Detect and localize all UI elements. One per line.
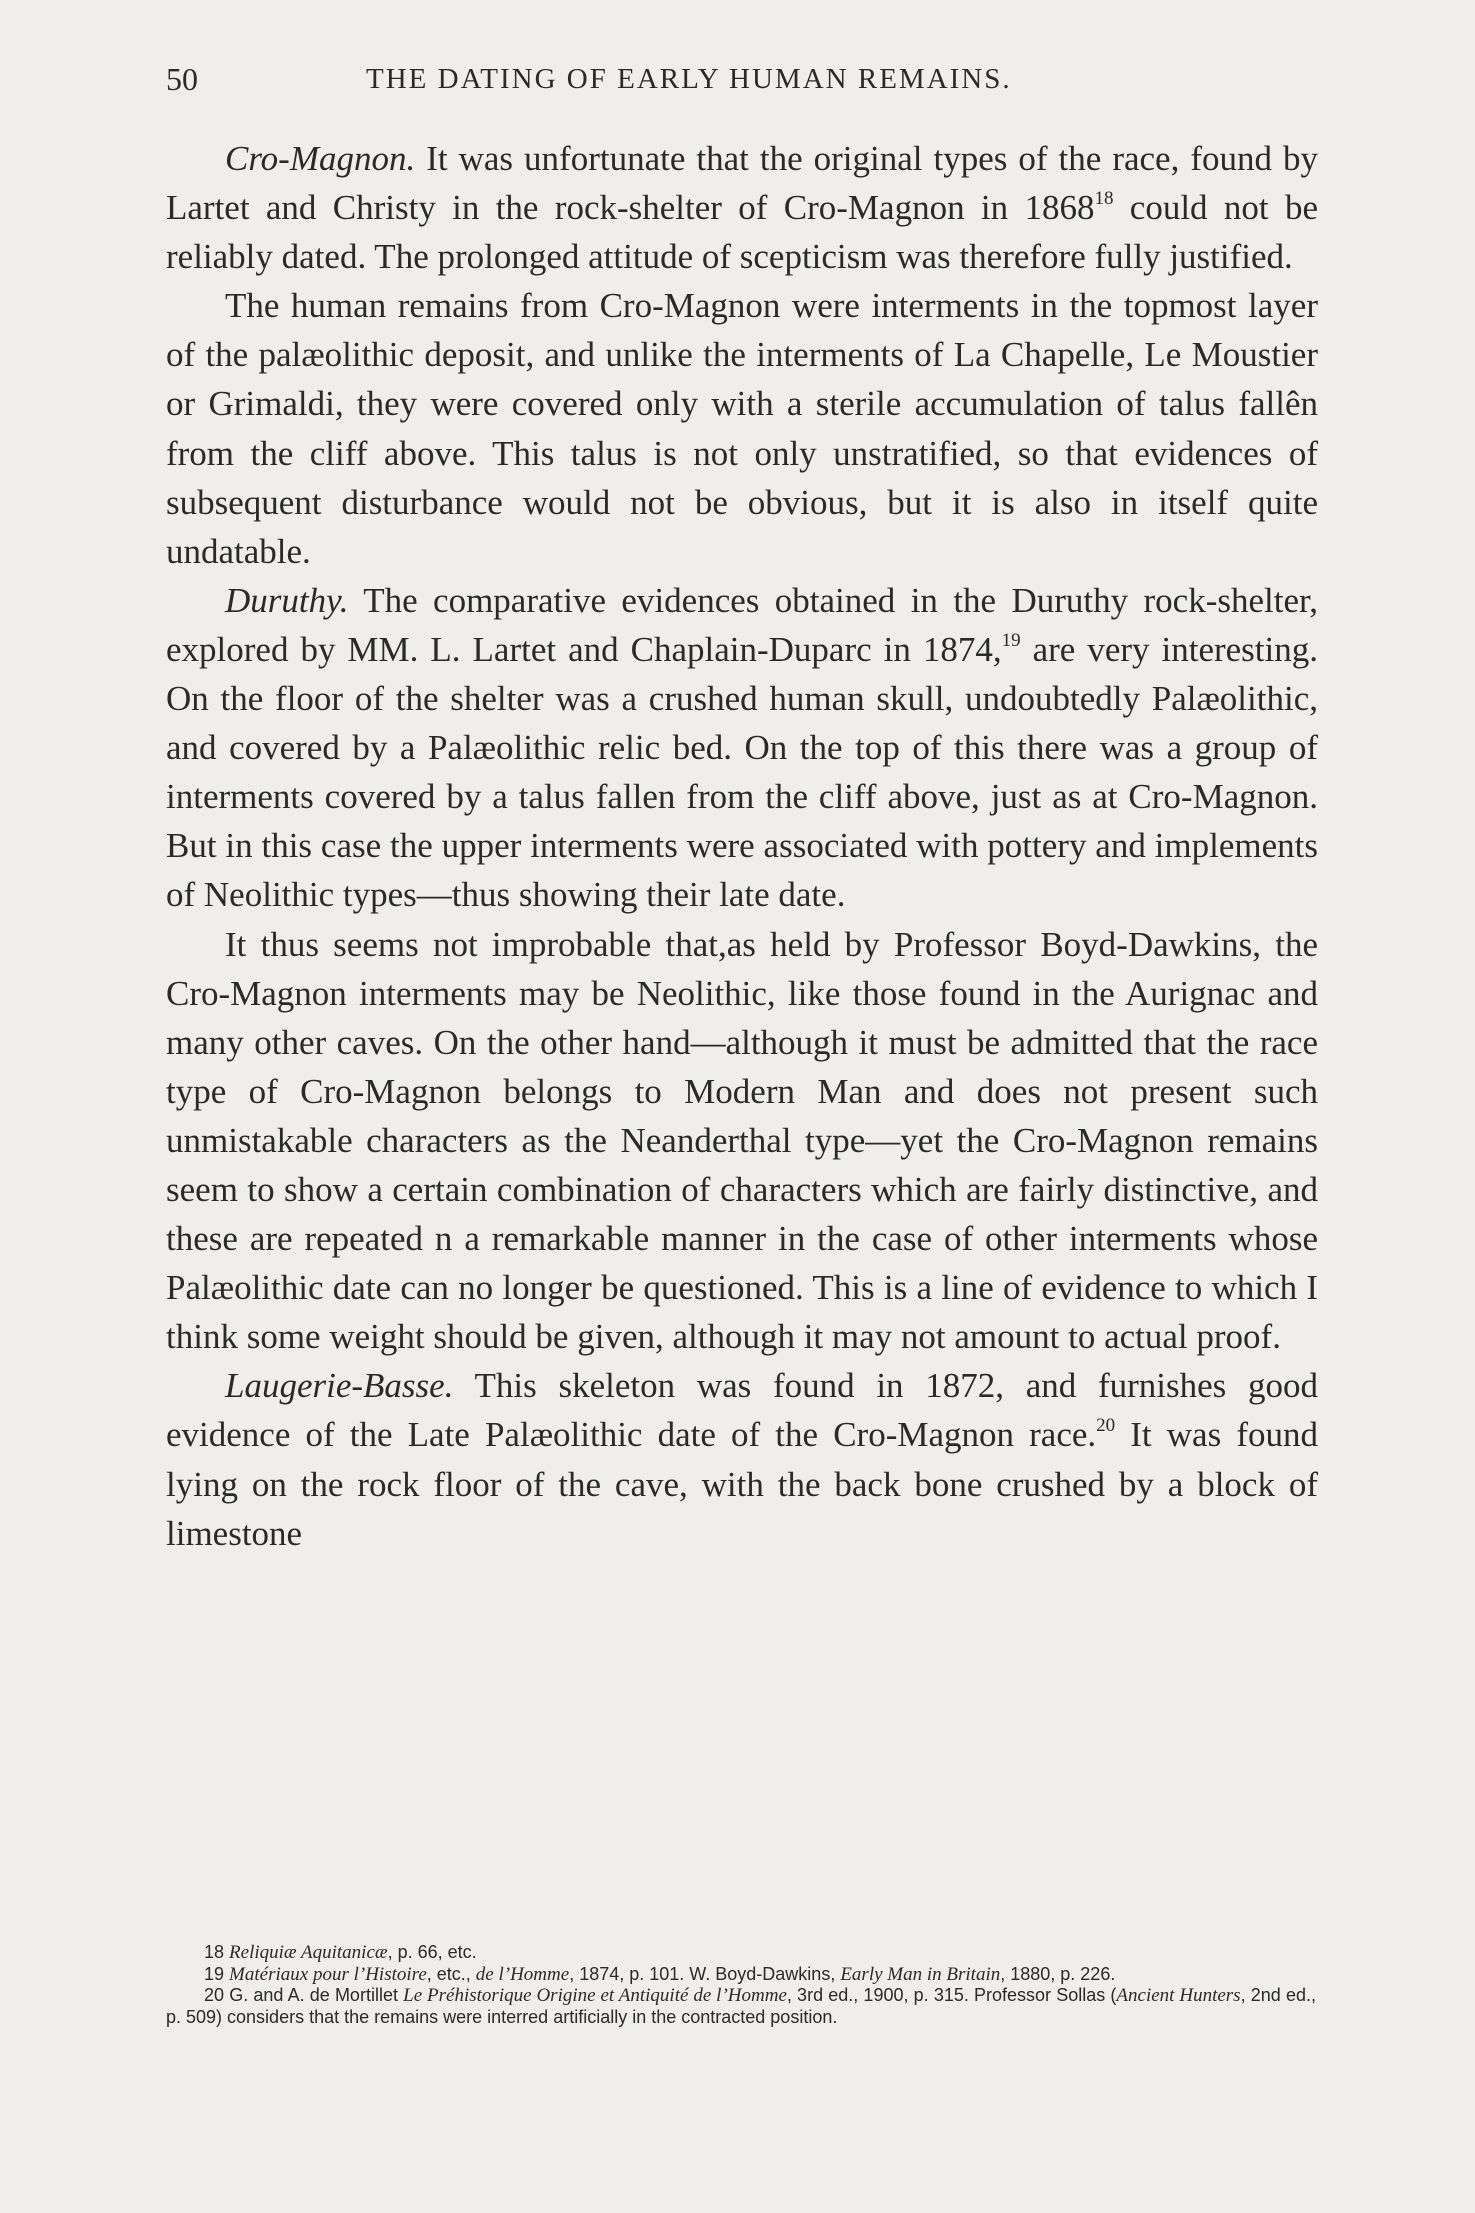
paragraph-text: The comparative evidences obtained in the Duruthy rock-shelter, explored by MM. L. Lartet and Chaplain-Duparc in 1874, [166,580,1318,669]
section-lead-laugerie-basse: Laugerie-Basse. [225,1366,454,1406]
footnote-ref-19: 19 [1001,629,1021,651]
footnote-title: Early Man in Britain [840,1963,1001,1985]
paragraph-boyd-dawkins: It thus seems not improbable that,as held by Professor Boyd-Dawkins, the Cro-Magnon interments may be Neolithic, like those found in the Aurignac and many other caves. On the other hand—although it must be admitted that the race type of Cro-Magnon belongs to Modern Man and does not present such unmistakable characters as the Neanderthal type—yet the Cro-Magnon remains seem to show a certain combination of characters which are fairly distinctive, and these are repeated n a remarkable manner in the case of other interments whose Palæolithic date can no longer be questioned. This is a line of evidence to which I think some weight should be given, although it may not amount to actual proof. [166,924,1318,1357]
footnote-number: 19 [204,1963,225,1984]
section-lead-duruthy: Duruthy. [225,580,349,620]
footnote-title: Reliquiæ Aquitanicæ [229,1942,388,1963]
footnote-19 [166,1964,1316,1986]
paragraph-laugerie-basse [166,1361,1318,1557]
paragraph-text: are very interesting. On the floor of the shelter was a crushed human skull, undoubtedly Palæolithic, and covered by a Palæolithic relic bed. On the top of this there was a group of interments covered by a talus fallen from the cliff above, just as at Cro-Magnon. But in this case the upper interments were associated with pottery and implements of Neolithic types—thus showing their late date. [166,629,1318,915]
footnote-title: Ancient Hunters [1116,1985,1241,2006]
footnote-title: de l’Homme [475,1963,570,1985]
page-header [166,55,1328,105]
section-lead-cro-magnon: Cro-Magnon. [225,139,416,178]
body-text [166,134,1318,1558]
paragraph-duruthy [166,576,1318,920]
footnote-text: , 1874, p. 101. W. Boyd-Dawkins, [569,1963,841,1984]
footnote-title: Matériaux pour l’Histoire [229,1963,427,1985]
footnote-ref-20: 20 [1096,1415,1116,1437]
footnote-title: Le Préhistorique Origine et Antiquité de l’Homme [403,1985,787,2006]
footnote-18 [166,1942,1316,1964]
footnote-text: , 3rd ed., 1900, p. 315. Professor Sollas ( [786,1985,1117,2005]
page-number: 50 [166,61,198,97]
footnote-text: , 2nd ed., p. 509) considers that the remains were interred artificially in the contracted position. [166,1985,1316,2027]
footnote-ref-18: 18 [1094,188,1114,210]
footnote-number: 20 [204,1985,225,2005]
paragraph-human-remains: The human remains from Cro-Magnon were interments in the topmost layer of the palæolithic deposit, and unlike the interments of La Chapelle, Le Moustier or Grimaldi, they were covered only with a sterile accumulation of talus fallên from the cliff above. This talus is not only unstratified, so that evidences of subsequent disturbance would not be obvious, but it is also in itself quite undatable. [166,286,1318,571]
paragraph-cro-magnon [166,134,1318,281]
footnote-text: , etc., [426,1963,476,1984]
footnotes [166,1942,1316,2028]
paragraph-text: This skeleton was found in 1872, and furnishes good evidence of the Late Palæolithic date of the Cro-Magnon race. [166,1366,1318,1455]
paragraph-text: It was unfortunate that the original types of the race, found by Lartet and Christy in the rock-shelter of Cro-Magnon in 1868 [166,139,1318,228]
footnote-20 [166,1985,1316,2028]
footnote-text: G. and A. de Mortillet [229,1985,404,2005]
paragraph-text: It was found lying on the rock floor of the cave, with the back bone crushed by a block of limestone [166,1415,1318,1553]
running-title: THE DATING OF EARLY HUMAN REMAINS. [366,63,1012,95]
footnote-text: , 1880, p. 226. [1000,1963,1116,1984]
paragraph-text: could not be reliably dated. The prolonged attitude of scepticism was therefore fully justified. [166,188,1318,277]
footnote-number: 18 [204,1942,225,1962]
footnote-text: , p. 66, etc. [387,1942,477,1962]
